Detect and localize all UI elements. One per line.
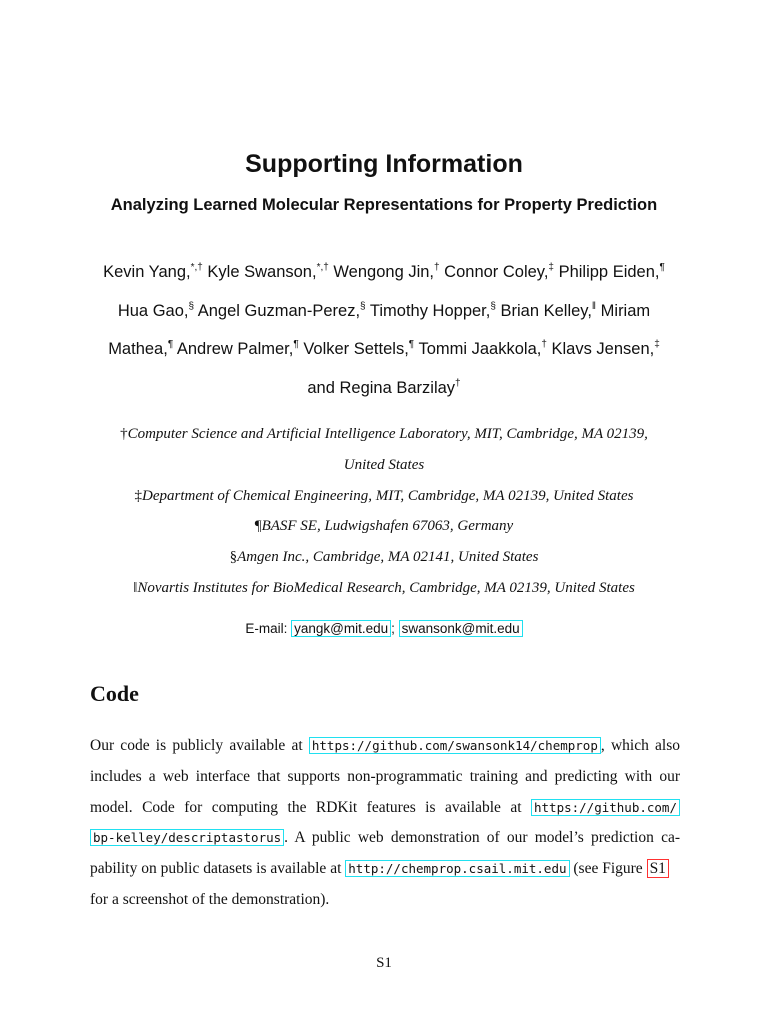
paragraph-line [90, 731, 680, 762]
section-heading-code: Code [90, 681, 139, 706]
author-line [0, 330, 768, 369]
author-name: Miriam [600, 301, 651, 320]
figure-s1-ref[interactable]: S1 [647, 859, 669, 878]
author-mark: *,† [316, 262, 329, 273]
affiliation [0, 542, 768, 573]
affiliation-text: BASF SE, Ludwigshafen 67063, Germany [261, 518, 514, 535]
page-title: Supporting Information [245, 150, 523, 178]
author-name: Kyle Swanson, [207, 263, 317, 281]
code-paragraph [90, 731, 680, 916]
author-name: Connor Coley, [444, 263, 549, 281]
text-run: , which also [600, 737, 680, 754]
affiliation-mark: ¶ [254, 518, 262, 535]
author-mark: ‡ [548, 262, 554, 273]
author-name: Kevin Yang, [103, 263, 191, 281]
email-separator: ; [391, 621, 395, 636]
text-run: pability on public datasets is available at [90, 860, 342, 878]
author-list [0, 253, 768, 407]
email-link-swansonk[interactable]: swansonk@mit.edu [399, 620, 523, 637]
author-mark: § [188, 300, 195, 312]
affiliation [0, 450, 768, 481]
chemprop-demo-link[interactable]: http://chemprop.csail.mit.edu [345, 860, 569, 877]
affiliation [0, 419, 768, 450]
author-name: Wengong Jin, [333, 263, 435, 281]
text-run: Our code is publicly available at [90, 737, 303, 754]
email-line [0, 621, 768, 636]
affiliation [0, 511, 768, 542]
affiliation-mark: ‡ [134, 487, 142, 504]
author-mark: ¶ [659, 262, 665, 273]
author-name: Tommi Jaakkola, [418, 340, 542, 358]
author-name: Volker Settels, [303, 340, 409, 358]
text-run: model. Code for computing the RDKit features is available at [90, 798, 522, 816]
author-mark: ‡ [654, 339, 660, 350]
author-name: Mathea, [108, 340, 168, 358]
author-line [0, 369, 768, 408]
paragraph-line: for a screenshot of the demonstration). [90, 890, 330, 908]
author-mark: † [541, 339, 547, 350]
paragraph-line [90, 854, 680, 885]
affiliation-text: Amgen Inc., Cambridge, MA 02141, United States [237, 549, 539, 566]
author-line [0, 253, 768, 292]
affiliation [0, 573, 768, 604]
descriptastorus-link-part2[interactable]: bp-kelley/descriptastorus [90, 829, 284, 846]
author-name: Angel Guzman-Perez, [197, 301, 361, 320]
github-chemprop-link[interactable]: https://github.com/swansonk14/chemprop [309, 737, 601, 754]
author-mark: ‖ [591, 300, 597, 312]
affiliation [0, 481, 768, 512]
author-mark: § [490, 300, 496, 312]
paragraph-line [90, 793, 680, 824]
author-mark: ¶ [408, 339, 415, 350]
author-name: Hua Gao, [117, 301, 189, 320]
page-number: S1 [376, 955, 392, 971]
email-label: E-mail: [245, 621, 288, 636]
affiliation-mark: ‖ [133, 579, 138, 596]
paragraph-line: includes a web interface that supports non-programmatic training and predicting with our [90, 767, 680, 785]
affiliation-mark: † [120, 426, 128, 442]
author-mark: † [434, 262, 440, 273]
paper-subtitle: Analyzing Learned Molecular Representations for Property Prediction [110, 196, 658, 214]
affiliation-text: Novartis Institutes for BioMedical Research, Cambridge, MA 02139, United States [137, 579, 635, 596]
affiliation-text: United States [343, 456, 425, 473]
email-link-yangk[interactable]: yangk@mit.edu [291, 620, 391, 637]
author-name: Philipp Eiden, [558, 263, 660, 281]
affiliation-text: Computer Science and Artificial Intelligence Laboratory, MIT, Cambridge, MA 02139, [127, 426, 648, 442]
author-mark: † [455, 377, 461, 389]
author-name: Brian Kelley, [500, 301, 592, 320]
affiliation-list [0, 419, 768, 604]
author-name: Timothy Hopper, [369, 301, 491, 320]
descriptastorus-link-part1[interactable]: https://github.com/ [531, 799, 680, 816]
author-mark: ¶ [167, 339, 174, 350]
text-run: (see Figure [569, 860, 647, 878]
affiliation-text: Department of Chemical Engineering, MIT, Cambridge, MA 02139, United States [142, 487, 634, 504]
author-name: and Regina Barzilay [307, 378, 456, 397]
author-mark: § [360, 300, 366, 312]
affiliation-mark: § [229, 549, 238, 566]
author-name: Andrew Palmer, [176, 340, 294, 358]
author-line [0, 292, 768, 331]
text-run: . A public web demonstration of our model’s prediction ca- [284, 829, 680, 847]
author-name: Klavs Jensen, [551, 340, 655, 358]
author-mark: *,† [190, 262, 203, 273]
author-mark: ¶ [293, 339, 299, 350]
paragraph-line [90, 823, 680, 854]
